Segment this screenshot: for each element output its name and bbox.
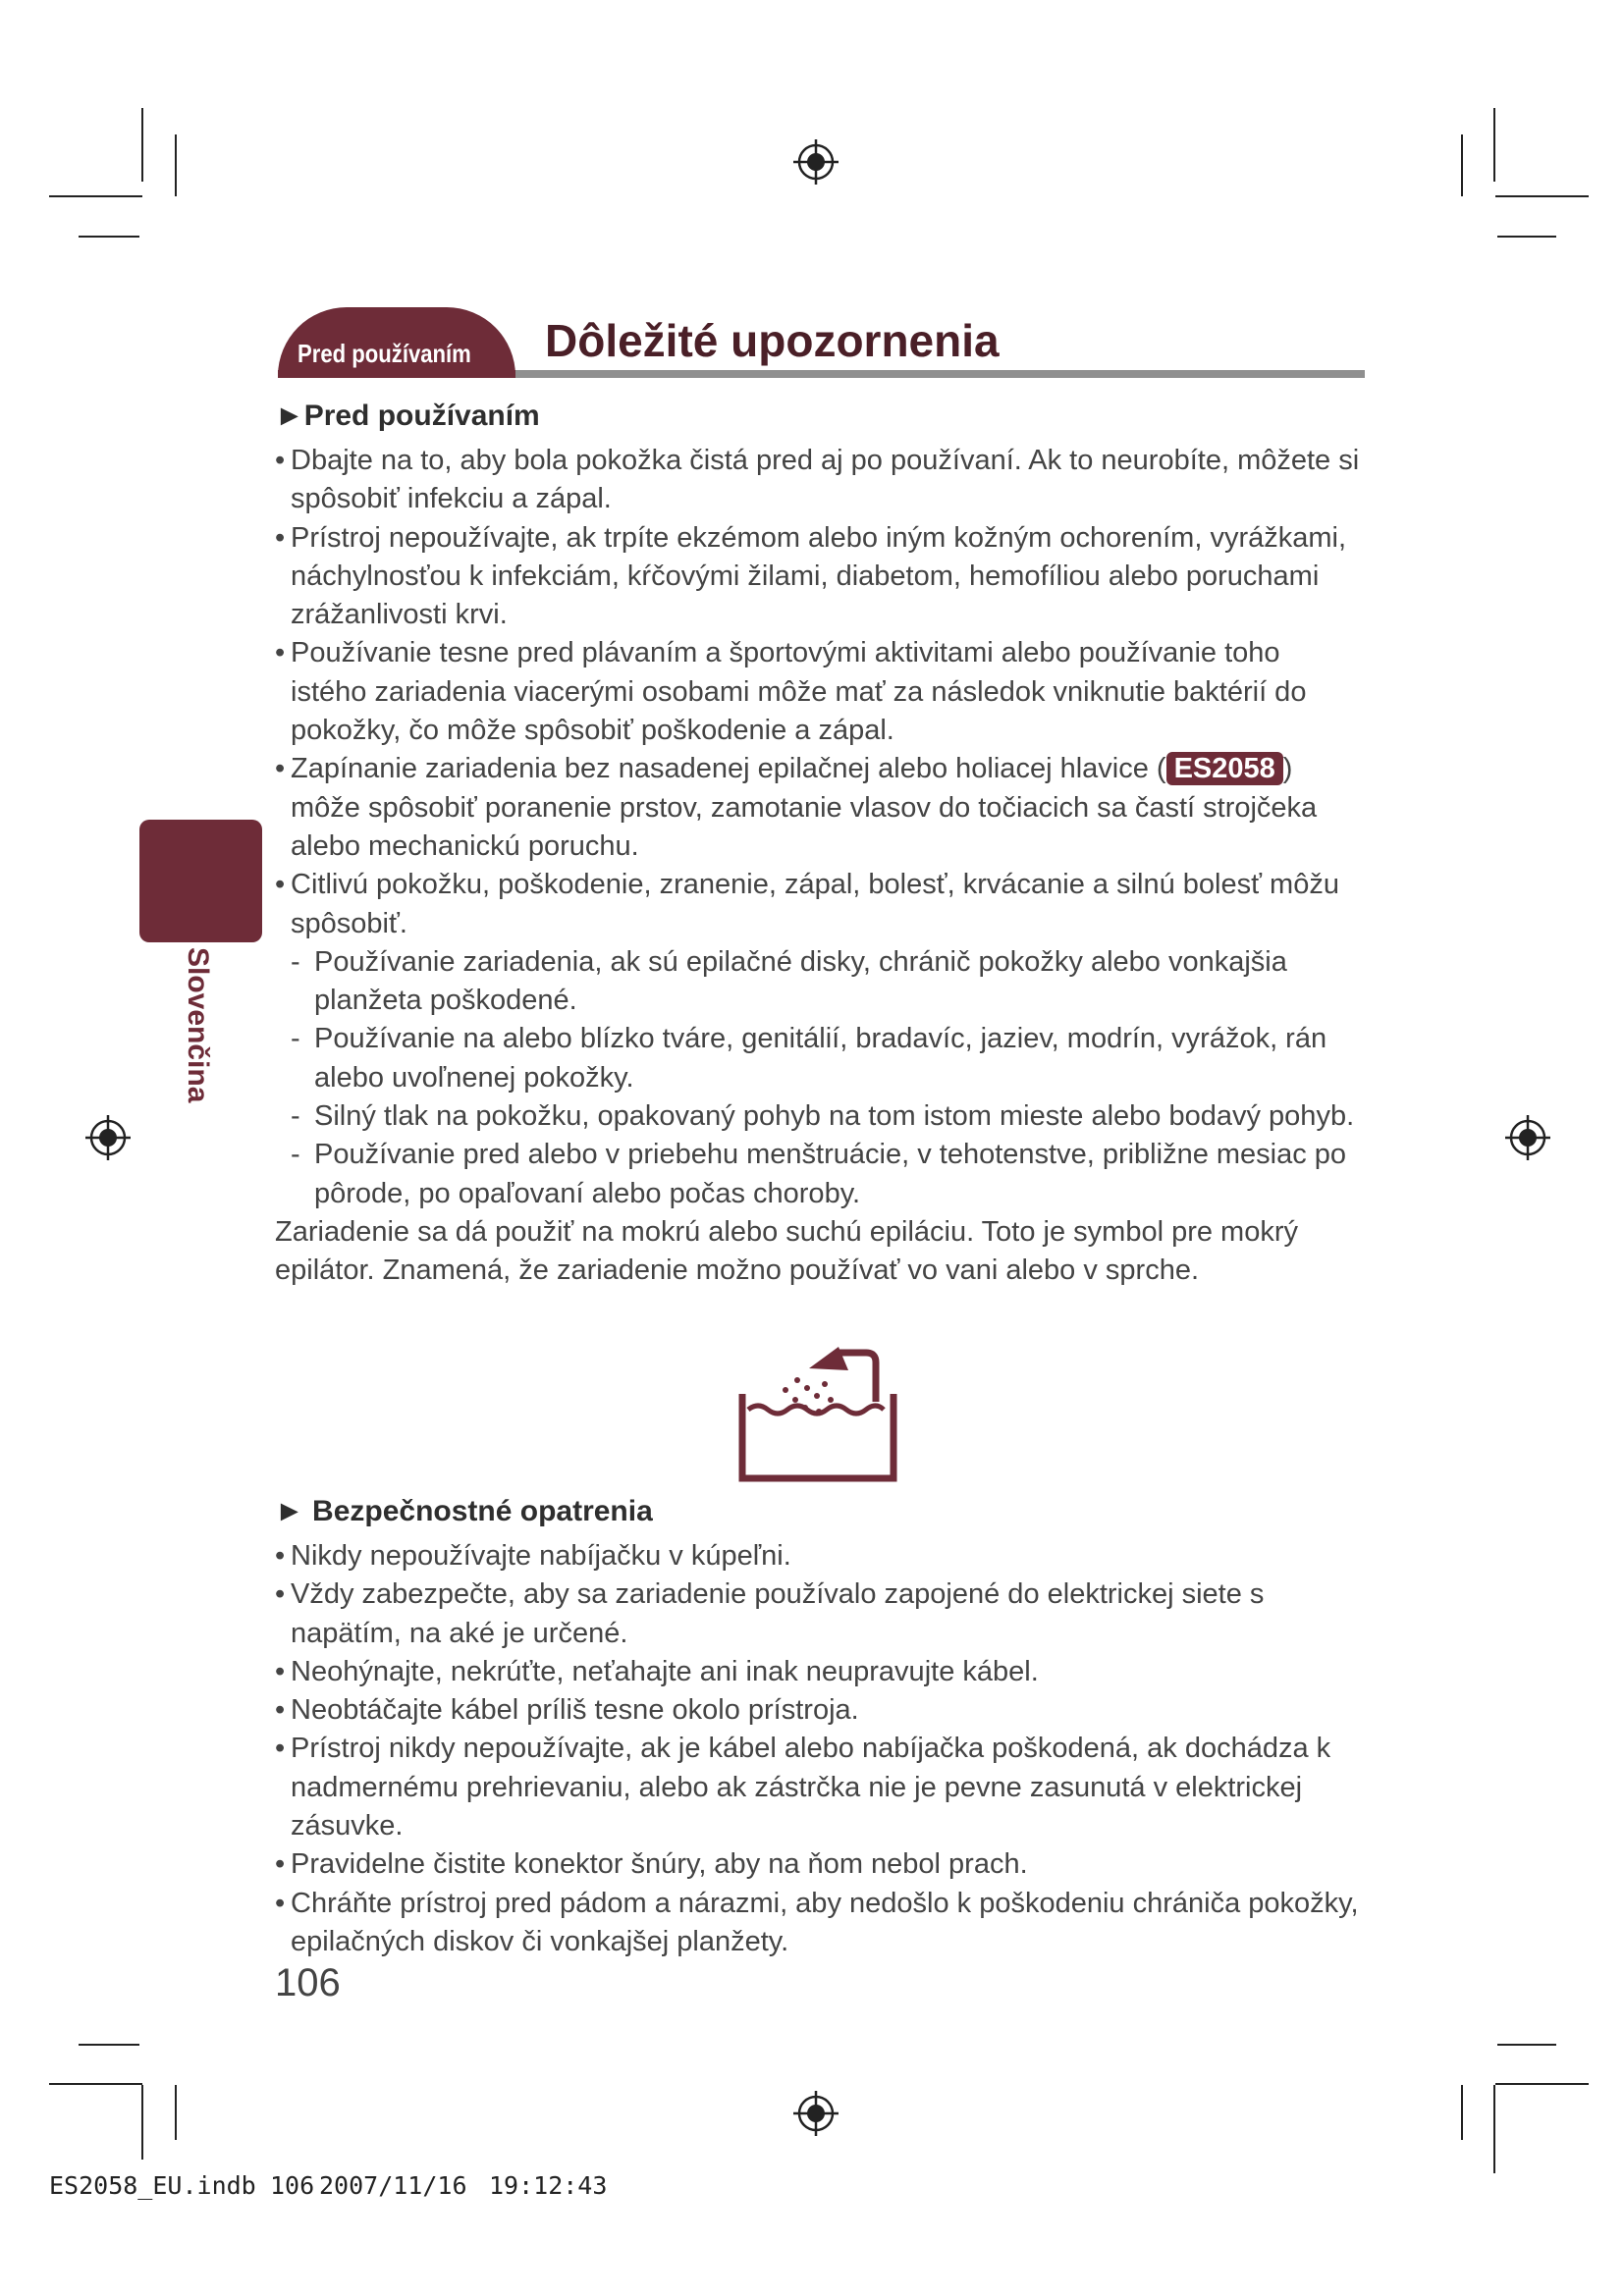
list-item: • Používanie tesne pred plávaním a športovými aktivitami alebo používanie toho istého zariadenia viacerými osobami môže mať za následok vniknutie baktérií do pokožky, čo môže spôsobiť poškodenie a zápal. (275, 634, 1360, 750)
page-number: 106 (275, 1961, 341, 2004)
safety-list (275, 1537, 1360, 1961)
list-item: • Pravidelne čistite konektor šnúry, aby na ňom nebol prach. (275, 1845, 1360, 1884)
registration-mark-icon (791, 137, 840, 187)
footer-page: 106 (270, 2171, 315, 2200)
list-item: • Neobtáčajte kábel príliš tesne okolo prístroja. (275, 1691, 1360, 1730)
shower-bath-icon (738, 1347, 900, 1484)
wet-dry-note: Zariadenie sa dá použiť na mokrú alebo suchú epiláciu. Toto je symbol pre mokrý epilátor. Znamená, že zariadenie možno používať vo vani alebo v sprche. (275, 1215, 1299, 1287)
list-item: • Chráňte prístroj pred pádom a nárazmi, aby nedošlo k poškodeniu chrániča pokožky, epilačných diskov či vonkajšej planžety. (275, 1885, 1360, 1962)
registration-mark-icon (83, 1113, 133, 1162)
sub-list-item: - Používanie pred alebo v priebehu menštruácie, v tehotenstve, približne mesiac po pôrode, po opaľovaní alebo počas choroby. (275, 1136, 1360, 1213)
section-heading-before-use: ►Pred používaním (275, 400, 540, 432)
registration-mark-icon (1503, 1113, 1552, 1162)
list-item-text: ) môže spôsobiť poranenie prstov, zamotanie vlasov do točiacich sa častí strojčeka alebo mechanickú poruchu. (291, 753, 1318, 862)
list-item (275, 750, 1360, 866)
page-title: Dôležité upozornenia (545, 315, 1000, 366)
sub-list-item: - Používanie zariadenia, ak sú epilačné disky, chránič pokožky alebo vonkajšia planžeta poškodené. (275, 943, 1360, 1021)
list-item: • Citlivú pokožku, poškodenie, zranenie, zápal, bolesť, krvácanie a silnú bolesť môžu spôsobiť. (275, 866, 1360, 943)
list-item-text: Zapínanie zariadenia bez nasadenej epilačnej alebo holiacej hlavice ( (291, 753, 1166, 785)
header-rule (511, 370, 1365, 378)
list-item: • Prístroj nepoužívajte, ak trpíte ekzémom alebo iným kožným ochorením, vyrážkami, náchylnosťou k infekciám, kŕčovými žilami, diabetom, hemofíliou alebo poruchami zrážanlivosti krvi. (275, 519, 1360, 635)
list-item: • Dbajte na to, aby bola pokožka čistá pred aj po používaní. Ak to neurobíte, môžete si spôsobiť infekciu a zápal. (275, 442, 1360, 519)
footer-time: 19:12:43 (489, 2171, 608, 2200)
model-badge: ES2058 (1166, 752, 1283, 785)
footer-date: 2007/11/16 (319, 2171, 467, 2200)
section-tab-label: Pred používaním (298, 339, 471, 368)
language-label: Slovenčina (182, 947, 214, 1103)
list-item: • Vždy zabezpečte, aby sa zariadenie používalo zapojené do elektrickej siete s napätím, na aké je určené. (275, 1575, 1360, 1653)
section-tab (278, 307, 515, 376)
list-item: • Prístroj nikdy nepoužívajte, ak je kábel alebo nabíjačka poškodená, ak dochádza k nadmernému prehrievaniu, alebo ak zástrčka nie je pevne zasunutá v elektrickej zásuvke. (275, 1730, 1360, 1845)
language-tab-box (139, 820, 262, 942)
footer-filename: ES2058_EU.indb (49, 2171, 256, 2200)
registration-mark-icon (791, 2089, 840, 2138)
sub-list-item: - Používanie na alebo blízko tváre, genitálií, bradavíc, jaziev, modrín, vyrážok, rán alebo uvoľnenej pokožky. (275, 1020, 1360, 1097)
list-item: • Nikdy nepoužívajte nabíjačku v kúpeľni. (275, 1537, 1360, 1575)
section-heading-safety: ► Bezpečnostné opatrenia (275, 1495, 653, 1527)
list-item: • Neohýnajte, nekrúťte, neťahajte ani inak neupravujte kábel. (275, 1653, 1360, 1691)
before-use-list (275, 442, 1360, 1291)
sub-list-item: - Silný tlak na pokožku, opakovaný pohyb na tom istom mieste alebo bodavý pohyb. (275, 1097, 1360, 1136)
